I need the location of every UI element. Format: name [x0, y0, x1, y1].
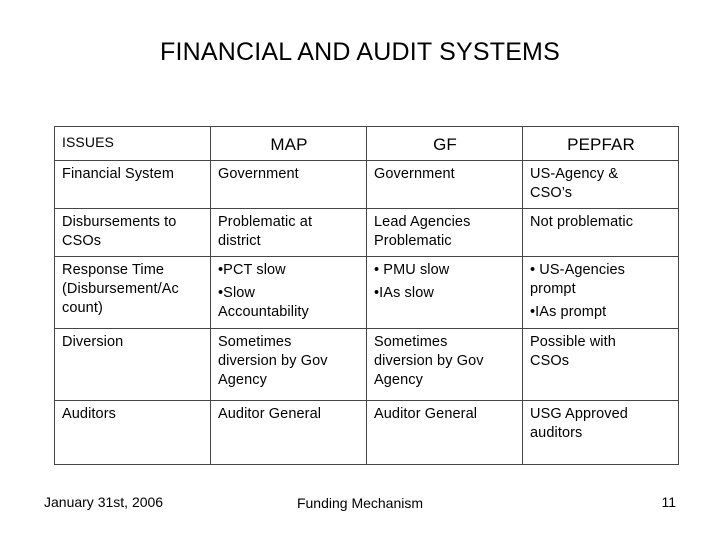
cell-map	[211, 161, 367, 209]
cell-text: Auditor General	[218, 406, 322, 422]
cell-text: count)	[62, 300, 103, 316]
cell-text: prompt	[530, 281, 576, 297]
cell-text: Problematic at	[218, 214, 313, 230]
cell-text: Government	[374, 166, 455, 182]
cell-issue	[55, 209, 211, 257]
cell-issue	[55, 161, 211, 209]
bullet-item: • US-Agencies	[530, 262, 626, 278]
cell-text: Auditors	[62, 406, 116, 422]
cell-issue	[55, 329, 211, 401]
cell-text: Problematic	[374, 233, 452, 249]
cell-text: district	[218, 233, 261, 249]
table-row	[55, 161, 679, 209]
cell-pepfar	[523, 329, 679, 401]
cell-issue	[55, 401, 211, 465]
bullet-item: •IAs slow	[374, 285, 434, 301]
cell-text: diversion by Gov	[374, 353, 484, 369]
bullet-item: •PCT slow	[218, 262, 286, 278]
cell-text: CSO’s	[530, 185, 573, 201]
cell-issue	[55, 257, 211, 329]
table-row	[55, 257, 679, 329]
slide-title: FINANCIAL AND AUDIT SYSTEMS	[160, 38, 560, 66]
cell-text: Not problematic	[530, 214, 634, 230]
header-issues: ISSUES	[55, 127, 211, 161]
cell-pepfar	[523, 209, 679, 257]
cell-text: CSOs	[62, 233, 102, 249]
cell-gf	[367, 329, 523, 401]
table-row	[55, 329, 679, 401]
page-number: 11	[661, 494, 676, 510]
cell-gf	[367, 209, 523, 257]
cell-text: Government	[218, 166, 299, 182]
footer-title: Funding Mechanism	[296, 495, 424, 511]
bullet-item: •Slow	[218, 285, 256, 301]
bullet-item: • PMU slow	[374, 262, 450, 278]
table-row	[55, 401, 679, 465]
cell-map	[211, 401, 367, 465]
cell-text: Diversion	[62, 334, 124, 350]
cell-text: auditors	[530, 425, 583, 441]
cell-map	[211, 329, 367, 401]
cell-pepfar	[523, 161, 679, 209]
cell-map	[211, 209, 367, 257]
cell-gf	[367, 401, 523, 465]
cell-text: Financial System	[62, 166, 174, 182]
cell-text: USG Approved	[530, 406, 628, 422]
issues-table	[54, 126, 679, 465]
cell-pepfar	[523, 257, 679, 329]
cell-text: Sometimes	[218, 334, 292, 350]
bullet-item: •IAs prompt	[530, 304, 607, 320]
cell-gf	[367, 257, 523, 329]
cell-gf	[367, 161, 523, 209]
cell-text: Auditor General	[374, 406, 478, 422]
cell-map	[211, 257, 367, 329]
cell-text: Possible with	[530, 334, 616, 350]
cell-text: Lead Agencies	[374, 214, 471, 230]
cell-text: Agency	[374, 372, 423, 388]
cell-text: Response Time	[62, 262, 165, 278]
cell-text: CSOs	[530, 353, 570, 369]
table-row	[55, 209, 679, 257]
cell-text: Sometimes	[374, 334, 448, 350]
cell-text: (Disbursement/Ac	[62, 281, 179, 297]
cell-pepfar	[523, 401, 679, 465]
cell-text: diversion by Gov	[218, 353, 328, 369]
header-pepfar: PEPFAR	[523, 127, 679, 161]
header-map: MAP	[211, 127, 367, 161]
cell-text: Accountability	[218, 304, 309, 320]
cell-text: Agency	[218, 372, 267, 388]
cell-text: Disbursements to	[62, 214, 177, 230]
table-header-row	[55, 127, 679, 161]
header-gf: GF	[367, 127, 523, 161]
footer-date: January 31st, 2006	[44, 494, 164, 510]
cell-text: US-Agency &	[530, 166, 619, 182]
